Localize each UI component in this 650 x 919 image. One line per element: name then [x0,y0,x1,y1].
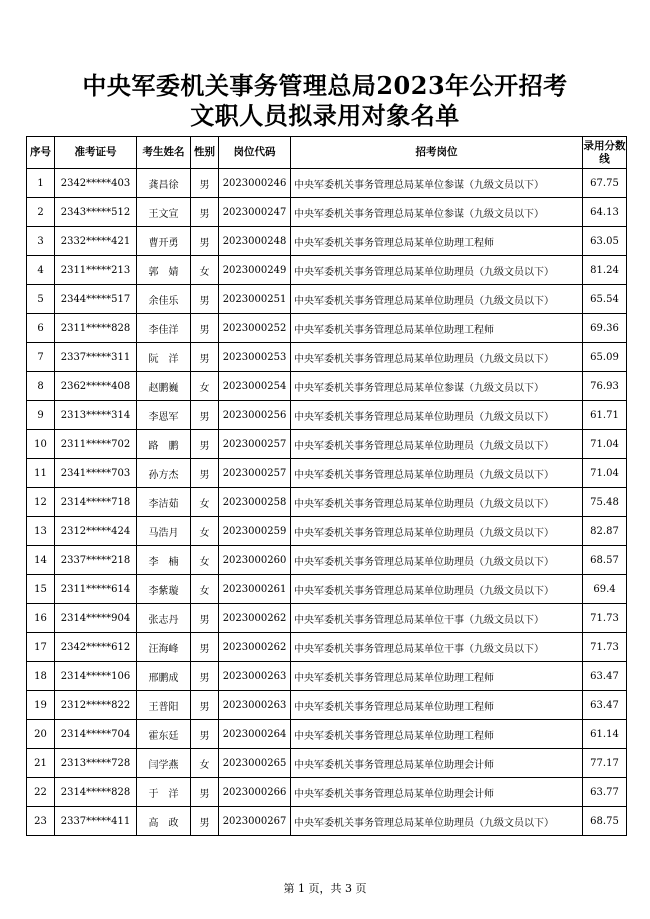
cell-exam-id: 2311*****702 [55,430,137,459]
cell-post: 中央军委机关事务管理总局某单位助理员（九级文员以下） [291,430,583,459]
table-row [27,459,627,488]
cell-post-code: 2023000261 [219,575,291,604]
table-row [27,575,627,604]
cell-post-code: 2023000264 [219,720,291,749]
cell-seq: 11 [27,459,55,488]
cell-name: 龚昌徐 [137,169,191,198]
cell-post: 中央军委机关事务管理总局某单位助理员（九级文员以下） [291,575,583,604]
cell-score-line: 71.73 [583,604,627,633]
cell-score-line: 61.14 [583,720,627,749]
cell-seq: 23 [27,807,55,836]
cell-post: 中央军委机关事务管理总局某单位助理工程师 [291,227,583,256]
cell-exam-id: 2314*****718 [55,488,137,517]
table-row [27,720,627,749]
cell-seq: 14 [27,546,55,575]
cell-post-code: 2023000262 [219,604,291,633]
cell-gender: 女 [191,372,219,401]
cell-name: 阮 洋 [137,343,191,372]
cell-exam-id: 2337*****311 [55,343,137,372]
cell-post: 中央军委机关事务管理总局某单位助理工程师 [291,314,583,343]
cell-score-line: 63.77 [583,778,627,807]
cell-exam-id: 2314*****828 [55,778,137,807]
document-title-line1: 中央军委机关事务管理总局2023年公开招考 [82,71,568,100]
cell-gender: 男 [191,604,219,633]
cell-exam-id: 2312*****822 [55,691,137,720]
cell-score-line: 68.57 [583,546,627,575]
cell-exam-id: 2313*****728 [55,749,137,778]
cell-exam-id: 2343*****512 [55,198,137,227]
cell-gender: 男 [191,198,219,227]
cell-gender: 男 [191,314,219,343]
cell-post: 中央军委机关事务管理总局某单位助理员（九级文员以下） [291,546,583,575]
cell-post-code: 2023000259 [219,517,291,546]
cell-score-line: 63.05 [583,227,627,256]
cell-gender: 男 [191,459,219,488]
cell-exam-id: 2344*****517 [55,285,137,314]
cell-post-code: 2023000265 [219,749,291,778]
cell-seq: 6 [27,314,55,343]
cell-name: 李洁茹 [137,488,191,517]
cell-exam-id: 2314*****704 [55,720,137,749]
cell-seq: 4 [27,256,55,285]
cell-seq: 16 [27,604,55,633]
cell-score-line: 64.13 [583,198,627,227]
cell-post: 中央军委机关事务管理总局某单位参谋（九级文员以下） [291,198,583,227]
header-name: 考生姓名 [137,137,191,169]
cell-exam-id: 2332*****421 [55,227,137,256]
cell-name: 李紫璇 [137,575,191,604]
cell-gender: 女 [191,749,219,778]
table-row [27,343,627,372]
cell-score-line: 65.09 [583,343,627,372]
table-row [27,807,627,836]
cell-gender: 男 [191,778,219,807]
table-row [27,662,627,691]
table-header-row [27,137,627,169]
cell-score-line: 77.17 [583,749,627,778]
cell-gender: 男 [191,285,219,314]
cell-name: 邢鹏成 [137,662,191,691]
cell-name: 余佳乐 [137,285,191,314]
cell-score-line: 76.93 [583,372,627,401]
cell-post-code: 2023000266 [219,778,291,807]
header-gender: 性别 [191,137,219,169]
cell-name: 马浩月 [137,517,191,546]
cell-name: 于 洋 [137,778,191,807]
cell-seq: 9 [27,401,55,430]
cell-seq: 18 [27,662,55,691]
cell-name: 王普阳 [137,691,191,720]
cell-post: 中央军委机关事务管理总局某单位助理员（九级文员以下） [291,256,583,285]
cell-post-code: 2023000253 [219,343,291,372]
cell-name: 高 政 [137,807,191,836]
cell-seq: 1 [27,169,55,198]
cell-gender: 男 [191,807,219,836]
cell-post: 中央军委机关事务管理总局某单位助理工程师 [291,720,583,749]
cell-exam-id: 2342*****612 [55,633,137,662]
cell-gender: 男 [191,662,219,691]
cell-seq: 17 [27,633,55,662]
cell-gender: 男 [191,691,219,720]
table-row [27,749,627,778]
cell-post-code: 2023000256 [219,401,291,430]
cell-gender: 男 [191,227,219,256]
cell-gender: 男 [191,401,219,430]
cell-post: 中央军委机关事务管理总局某单位助理员（九级文员以下） [291,459,583,488]
document-title-line2: 文职人员拟录用对象名单 [190,101,460,130]
cell-post: 中央军委机关事务管理总局某单位干事（九级文员以下） [291,633,583,662]
cell-gender: 女 [191,256,219,285]
cell-post-code: 2023000254 [219,372,291,401]
table-row [27,198,627,227]
cell-post-code: 2023000252 [219,314,291,343]
cell-post-code: 2023000258 [219,488,291,517]
cell-name: 赵鹏巍 [137,372,191,401]
cell-seq: 22 [27,778,55,807]
cell-name: 曹开勇 [137,227,191,256]
cell-name: 李恩军 [137,401,191,430]
cell-exam-id: 2312*****424 [55,517,137,546]
cell-post: 中央军委机关事务管理总局某单位助理员（九级文员以下） [291,343,583,372]
cell-name: 路 鹏 [137,430,191,459]
cell-post-code: 2023000248 [219,227,291,256]
cell-post-code: 2023000246 [219,169,291,198]
cell-gender: 男 [191,343,219,372]
header-exam-id: 准考证号 [55,137,137,169]
table-row [27,227,627,256]
cell-name: 李佳洋 [137,314,191,343]
cell-post: 中央军委机关事务管理总局某单位助理工程师 [291,662,583,691]
cell-seq: 8 [27,372,55,401]
cell-post: 中央军委机关事务管理总局某单位助理会计师 [291,778,583,807]
cell-seq: 21 [27,749,55,778]
cell-score-line: 63.47 [583,662,627,691]
cell-score-line: 75.48 [583,488,627,517]
cell-score-line: 67.75 [583,169,627,198]
cell-seq: 15 [27,575,55,604]
cell-score-line: 65.54 [583,285,627,314]
cell-name: 郭 婧 [137,256,191,285]
cell-name: 闫学燕 [137,749,191,778]
cell-post-code: 2023000249 [219,256,291,285]
cell-seq: 2 [27,198,55,227]
cell-name: 张志丹 [137,604,191,633]
cell-post-code: 2023000251 [219,285,291,314]
cell-gender: 男 [191,720,219,749]
cell-gender: 女 [191,488,219,517]
cell-seq: 7 [27,343,55,372]
table-row [27,401,627,430]
table-row [27,546,627,575]
cell-seq: 5 [27,285,55,314]
cell-gender: 女 [191,546,219,575]
table-row [27,169,627,198]
table-row [27,633,627,662]
cell-exam-id: 2311*****213 [55,256,137,285]
cell-post: 中央军委机关事务管理总局某单位参谋（九级文员以下） [291,372,583,401]
cell-exam-id: 2311*****614 [55,575,137,604]
cell-exam-id: 2314*****904 [55,604,137,633]
cell-post: 中央军委机关事务管理总局某单位助理员（九级文员以下） [291,285,583,314]
cell-post-code: 2023000263 [219,691,291,720]
cell-post: 中央军委机关事务管理总局某单位助理会计师 [291,749,583,778]
admission-list-table [26,136,627,836]
cell-exam-id: 2362*****408 [55,372,137,401]
table-row [27,256,627,285]
cell-gender: 男 [191,633,219,662]
cell-seq: 3 [27,227,55,256]
cell-exam-id: 2341*****703 [55,459,137,488]
table-row [27,488,627,517]
cell-gender: 男 [191,169,219,198]
cell-score-line: 71.73 [583,633,627,662]
table-row [27,314,627,343]
cell-score-line: 68.75 [583,807,627,836]
header-post-code: 岗位代码 [219,137,291,169]
cell-post-code: 2023000257 [219,430,291,459]
cell-name: 霍东廷 [137,720,191,749]
cell-seq: 12 [27,488,55,517]
cell-score-line: 71.04 [583,459,627,488]
header-post: 招考岗位 [291,137,583,169]
cell-post: 中央军委机关事务管理总局某单位助理员（九级文员以下） [291,807,583,836]
cell-score-line: 82.87 [583,517,627,546]
cell-gender: 男 [191,430,219,459]
cell-post-code: 2023000263 [219,662,291,691]
table-row [27,372,627,401]
cell-post-code: 2023000262 [219,633,291,662]
cell-post: 中央军委机关事务管理总局某单位助理员（九级文员以下） [291,488,583,517]
cell-score-line: 69.4 [583,575,627,604]
cell-score-line: 81.24 [583,256,627,285]
cell-score-line: 61.71 [583,401,627,430]
table-row [27,778,627,807]
page-footer: 第 1 页，共 3 页 [283,882,367,895]
table-row [27,285,627,314]
cell-name: 汪海峰 [137,633,191,662]
cell-post: 中央军委机关事务管理总局某单位参谋（九级文员以下） [291,169,583,198]
cell-exam-id: 2337*****411 [55,807,137,836]
cell-exam-id: 2342*****403 [55,169,137,198]
cell-score-line: 63.47 [583,691,627,720]
cell-seq: 19 [27,691,55,720]
cell-name: 孙方杰 [137,459,191,488]
cell-post-code: 2023000257 [219,459,291,488]
cell-exam-id: 2313*****314 [55,401,137,430]
cell-seq: 20 [27,720,55,749]
cell-exam-id: 2314*****106 [55,662,137,691]
cell-seq: 10 [27,430,55,459]
cell-post-code: 2023000260 [219,546,291,575]
cell-score-line: 71.04 [583,430,627,459]
cell-post: 中央军委机关事务管理总局某单位助理员（九级文员以下） [291,401,583,430]
cell-exam-id: 2311*****828 [55,314,137,343]
header-score-line: 录用分数线 [583,137,627,169]
cell-name: 王文宣 [137,198,191,227]
header-seq: 序号 [27,137,55,169]
table-row [27,604,627,633]
cell-score-line: 69.36 [583,314,627,343]
cell-post: 中央军委机关事务管理总局某单位助理员（九级文员以下） [291,517,583,546]
cell-name: 李 楠 [137,546,191,575]
cell-gender: 女 [191,575,219,604]
table-row [27,691,627,720]
table-row [27,430,627,459]
cell-post-code: 2023000267 [219,807,291,836]
cell-gender: 女 [191,517,219,546]
cell-post-code: 2023000247 [219,198,291,227]
cell-seq: 13 [27,517,55,546]
cell-post: 中央军委机关事务管理总局某单位助理工程师 [291,691,583,720]
cell-exam-id: 2337*****218 [55,546,137,575]
cell-post: 中央军委机关事务管理总局某单位干事（九级文员以下） [291,604,583,633]
table-row [27,517,627,546]
